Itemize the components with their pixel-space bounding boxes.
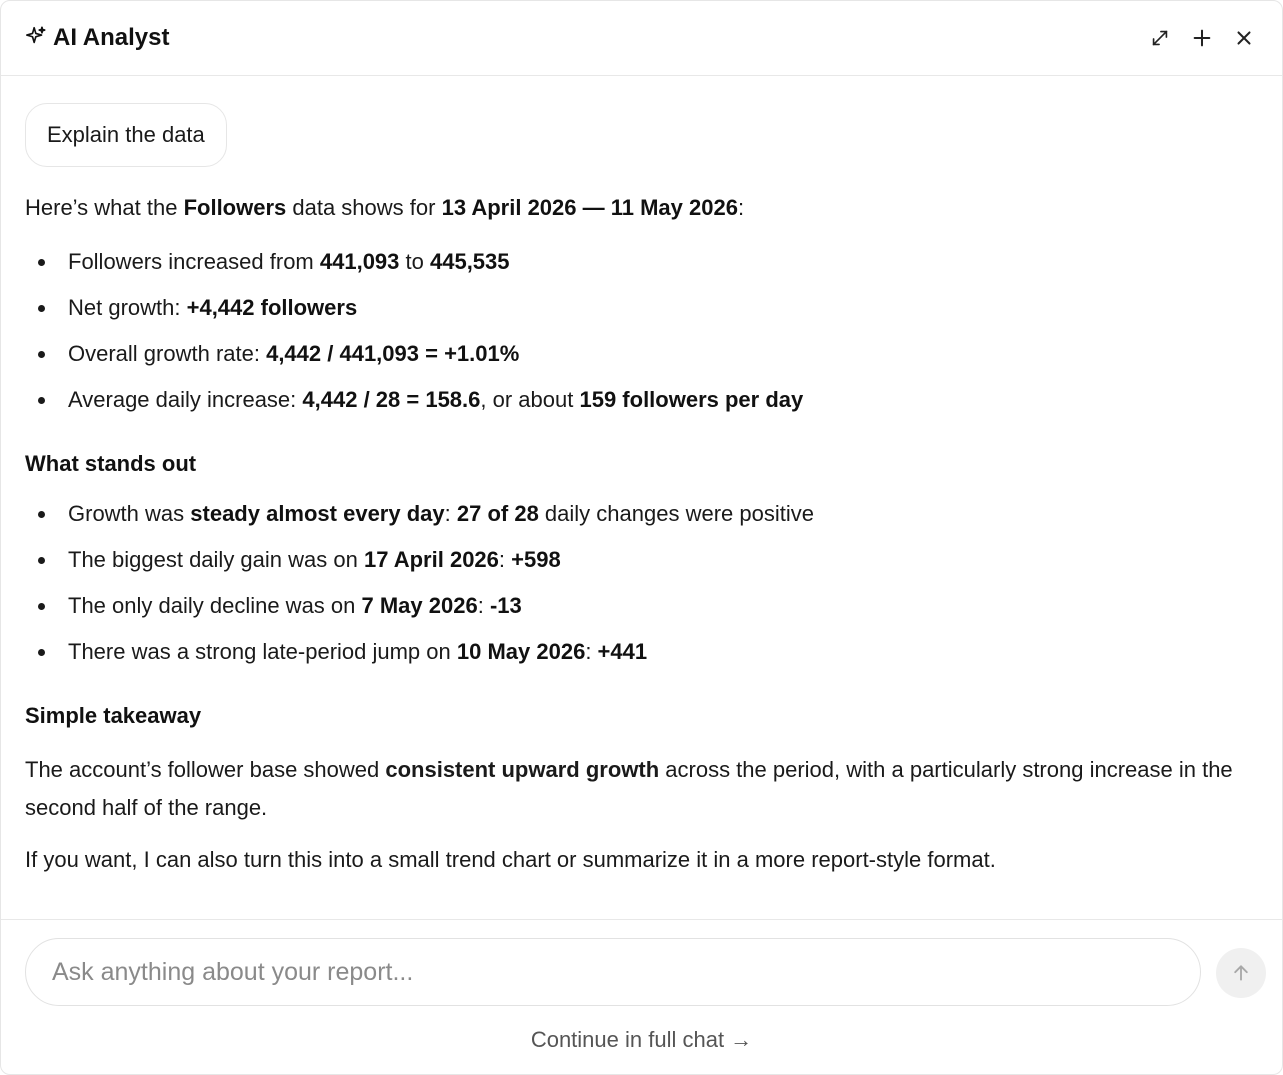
- sparkle-icon: [25, 25, 47, 52]
- section-heading: What stands out: [25, 451, 197, 476]
- list-item: There was a strong late-period jump on 10 May 2026: +441: [25, 629, 1260, 675]
- composer-box[interactable]: [25, 938, 1201, 1006]
- chat-input[interactable]: [52, 958, 1174, 987]
- list-item: Net growth: +4,442 followers: [25, 285, 1260, 331]
- close-icon[interactable]: [1230, 24, 1258, 52]
- response-intro: Here’s what the Followers data shows for 13 April 2026 — 11 May 2026:: [25, 195, 745, 220]
- composer-divider: [1, 919, 1282, 920]
- list-item: Average daily increase: 4,442 / 28 = 158.6, or about 159 followers per day: [25, 377, 1260, 423]
- list-item: Growth was steady almost every day: 27 of 28 daily changes were positive: [25, 491, 1260, 537]
- section-heading: Simple takeaway: [25, 703, 202, 728]
- panel-title: AI Analyst: [53, 24, 170, 51]
- standout-list: [25, 491, 1260, 675]
- header-controls: [1146, 24, 1258, 52]
- panel-header: [1, 1, 1282, 76]
- list-item: Overall growth rate: 4,442 / 441,093 = +1.01%: [25, 331, 1260, 377]
- plus-icon[interactable]: [1188, 24, 1216, 52]
- list-item: The only daily decline was on 7 May 2026: -13: [25, 583, 1260, 629]
- continue-full-chat-link[interactable]: Continue in full chat →: [530, 1027, 753, 1052]
- takeaway-paragraph: The account’s follower base showed consistent upward growth across the period, with a particularly strong increase in the second half of the range.: [25, 757, 1233, 820]
- expand-icon[interactable]: [1146, 24, 1174, 52]
- user-message: Explain the data: [25, 103, 227, 167]
- followup-paragraph: If you want, I can also turn this into a small trend chart or summarize it in a more report-style format.: [25, 847, 996, 872]
- brand: [25, 24, 169, 52]
- summary-list: [25, 239, 1260, 423]
- arrow-up-icon: [1231, 963, 1251, 983]
- list-item: Followers increased from 441,093 to 445,535: [25, 239, 1260, 285]
- send-button[interactable]: [1216, 948, 1266, 998]
- conversation: [25, 103, 1260, 875]
- list-item: The biggest daily gain was on 17 April 2026: +598: [25, 537, 1260, 583]
